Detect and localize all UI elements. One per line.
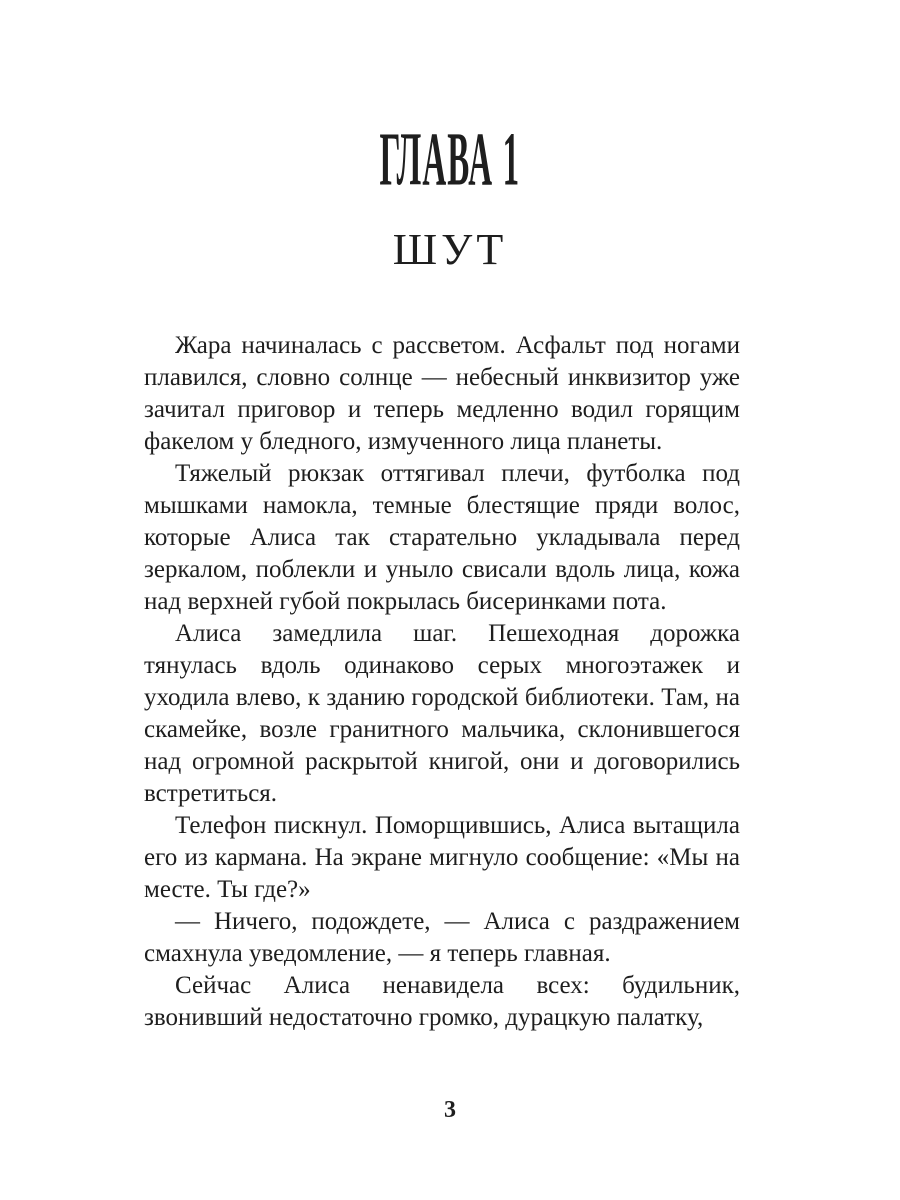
paragraph: Жара начиналась с рассветом. Асфальт под ногами плавился, словно солнце — небесный инквизитор уже зачитал приговор и теперь медленно водил горящим факелом у бледного, измученного лица планеты.: [144, 332, 740, 455]
chapter-heading: [0, 116, 900, 202]
paragraph: Сейчас Алиса ненавидела всех: будильник, звонивший недостаточно громко, дурацкую палатку,: [144, 972, 740, 1031]
chapter-heading-text: ГЛАВА 1: [379, 116, 521, 202]
paragraph: — Ничего, подождете, — Алиса с раздражением смахнула уведомление, — я теперь главная.: [144, 908, 740, 967]
chapter-title: ШУТ: [392, 225, 508, 274]
body-text: [144, 330, 740, 1034]
page-number: 3: [444, 1097, 456, 1123]
paragraph: Тяжелый рюкзак оттягивал плечи, футболка под мышками намокла, темные блестящие пряди волос, которые Алиса так старательно укладывала перед зеркалом, поблекли и уныло свисали вдоль лица, кожа над верхней губой покрылась бисеринками пота.: [144, 460, 740, 615]
paragraph: Алиса замедлила шаг. Пешеходная дорожка тянулась вдоль одинаково серых многоэтажек и уходила влево, к зданию городской библиотеки. Там, на скамейке, возле гранитного мальчика, склонившегося над огромной раскрытой книгой, они и договорились встретиться.: [144, 620, 740, 807]
paragraph: Телефон пискнул. Поморщившись, Алиса вытащила его из кармана. На экране мигнуло сообщение: «Мы на месте. Ты где?»: [144, 812, 740, 903]
